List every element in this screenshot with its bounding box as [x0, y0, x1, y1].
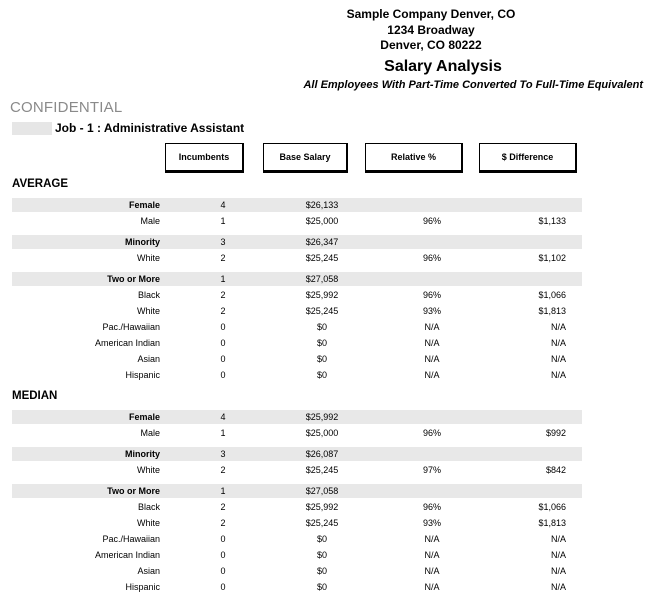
- relative-cell: N/A: [424, 550, 440, 560]
- difference-cell: $1,066: [538, 502, 566, 512]
- incumbents-cell: 0: [220, 322, 226, 332]
- base-salary-cell: $25,992: [305, 412, 339, 422]
- incumbents-cell: 0: [220, 370, 226, 380]
- difference-cell: $1,102: [538, 253, 566, 263]
- table-row: [12, 500, 582, 514]
- row-label: White: [136, 465, 160, 475]
- row-label: Minority: [125, 449, 160, 459]
- table-row: [12, 484, 582, 498]
- base-salary-cell: $0: [316, 322, 327, 332]
- row-label: Asian: [137, 354, 160, 364]
- table-row: [12, 516, 582, 530]
- table-row: [12, 580, 582, 594]
- base-salary-cell: $25,000: [305, 216, 339, 226]
- column-header-difference: $ Difference: [479, 143, 577, 173]
- base-salary-cell: $0: [316, 550, 327, 560]
- relative-cell: 96%: [422, 290, 441, 300]
- incumbents-cell: 0: [220, 338, 226, 348]
- table-row: [12, 251, 582, 265]
- row-label: Asian: [137, 566, 160, 576]
- difference-cell: N/A: [550, 338, 566, 348]
- relative-cell: N/A: [424, 370, 440, 380]
- table-row: [12, 304, 582, 318]
- row-label: White: [136, 518, 160, 528]
- column-header-base-salary: Base Salary: [263, 143, 348, 173]
- difference-cell: $1,133: [538, 216, 566, 226]
- table-row: [12, 198, 582, 212]
- row-label: Two or More: [107, 274, 160, 284]
- relative-cell: 97%: [422, 465, 441, 475]
- relative-cell: N/A: [424, 534, 440, 544]
- row-label: White: [136, 253, 160, 263]
- base-salary-cell: $26,133: [305, 200, 339, 210]
- base-salary-cell: $25,245: [305, 306, 339, 316]
- base-salary-cell: $0: [316, 370, 327, 380]
- incumbents-cell: 2: [220, 253, 226, 263]
- row-label: Male: [140, 428, 160, 438]
- incumbents-cell: 0: [220, 534, 226, 544]
- incumbents-cell: 2: [220, 502, 226, 512]
- relative-cell: 96%: [422, 216, 441, 226]
- incumbents-cell: 1: [220, 486, 226, 496]
- job-title: Job - 1 : Administrative Assistant: [55, 121, 245, 135]
- difference-cell: N/A: [550, 370, 566, 380]
- difference-cell: N/A: [550, 534, 566, 544]
- difference-cell: $1,813: [538, 306, 566, 316]
- incumbents-cell: 3: [220, 237, 226, 247]
- column-header-relative: Relative %: [365, 143, 463, 173]
- incumbents-cell: 0: [220, 550, 226, 560]
- row-label: Female: [128, 412, 160, 422]
- difference-cell: N/A: [550, 322, 566, 332]
- incumbents-cell: 1: [220, 274, 226, 284]
- table-row: [12, 235, 582, 249]
- base-salary-cell: $25,245: [305, 253, 339, 263]
- company-block: [300, 7, 562, 54]
- base-salary-cell: $0: [316, 534, 327, 544]
- difference-cell: $842: [545, 465, 566, 475]
- base-salary-cell: $25,992: [305, 290, 339, 300]
- table-row: [12, 288, 582, 302]
- base-salary-cell: $25,992: [305, 502, 339, 512]
- table-row: [12, 320, 582, 334]
- incumbents-cell: 2: [220, 518, 226, 528]
- row-label: Male: [140, 216, 160, 226]
- table-row: [12, 336, 582, 350]
- report-subtitle: All Employees With Part-Time Converted To Full-Time Equivalent: [303, 79, 643, 91]
- incumbents-cell: 1: [220, 428, 226, 438]
- table-row: [12, 564, 582, 578]
- base-salary-cell: $0: [316, 354, 327, 364]
- base-salary-cell: $25,245: [305, 518, 339, 528]
- difference-cell: N/A: [550, 582, 566, 592]
- table-row: [12, 447, 582, 461]
- difference-cell: $992: [545, 428, 566, 438]
- difference-cell: $1,813: [538, 518, 566, 528]
- base-salary-cell: $27,058: [305, 486, 339, 496]
- row-label: Pac./Hawaiian: [102, 534, 160, 544]
- table-row: [12, 532, 582, 546]
- base-salary-cell: $25,000: [305, 428, 339, 438]
- base-salary-cell: $25,245: [305, 465, 339, 475]
- table-row: [12, 463, 582, 477]
- section-title: AVERAGE: [12, 178, 69, 190]
- difference-cell: N/A: [550, 550, 566, 560]
- table-row: [12, 272, 582, 286]
- relative-cell: 93%: [422, 306, 441, 316]
- relative-cell: N/A: [424, 354, 440, 364]
- incumbents-cell: 2: [220, 306, 226, 316]
- incumbents-cell: 4: [220, 200, 226, 210]
- table-row: [12, 352, 582, 366]
- incumbents-cell: 3: [220, 449, 226, 459]
- table-row: [12, 214, 582, 228]
- company-address: 1234 Broadway: [387, 22, 475, 37]
- row-label: Minority: [125, 237, 160, 247]
- relative-cell: N/A: [424, 322, 440, 332]
- base-salary-cell: $0: [316, 338, 327, 348]
- column-header-incumbents: Incumbents: [165, 143, 244, 173]
- row-label: Black: [137, 502, 160, 512]
- section-title: MEDIAN: [12, 390, 58, 402]
- row-label: White: [136, 306, 160, 316]
- base-salary-cell: $27,058: [305, 274, 339, 284]
- relative-cell: 96%: [422, 253, 441, 263]
- row-label: Female: [128, 200, 160, 210]
- confidential-label: CONFIDENTIAL: [10, 99, 123, 116]
- incumbents-cell: 4: [220, 412, 226, 422]
- base-salary-cell: $0: [316, 582, 327, 592]
- relative-cell: 93%: [422, 518, 441, 528]
- difference-cell: N/A: [550, 566, 566, 576]
- company-city: Denver, CO 80222: [380, 38, 482, 52]
- report-title: Salary Analysis: [384, 58, 502, 75]
- incumbents-cell: 1: [220, 216, 226, 226]
- difference-cell: N/A: [550, 354, 566, 364]
- incumbents-cell: 2: [220, 465, 226, 475]
- row-label: Pac./Hawaiian: [102, 322, 160, 332]
- incumbents-cell: 2: [220, 290, 226, 300]
- table-row: [12, 368, 582, 382]
- incumbents-cell: 0: [220, 354, 226, 364]
- table-row: [12, 410, 582, 424]
- incumbents-cell: 0: [220, 582, 226, 592]
- relative-cell: 96%: [422, 502, 441, 512]
- relative-cell: N/A: [424, 338, 440, 348]
- difference-cell: $1,066: [538, 290, 566, 300]
- company-name: Sample Company Denver, CO: [346, 7, 516, 21]
- table-row: [12, 548, 582, 562]
- row-label: American Indian: [94, 338, 160, 348]
- table-row: [12, 426, 582, 440]
- row-label: American Indian: [94, 550, 160, 560]
- relative-cell: 96%: [422, 428, 441, 438]
- job-bar: [12, 122, 52, 135]
- row-label: Hispanic: [125, 582, 160, 592]
- relative-cell: N/A: [424, 582, 440, 592]
- relative-cell: N/A: [424, 566, 440, 576]
- base-salary-cell: $0: [316, 566, 327, 576]
- incumbents-cell: 0: [220, 566, 226, 576]
- base-salary-cell: $26,347: [305, 237, 339, 247]
- row-label: Two or More: [107, 486, 160, 496]
- base-salary-cell: $26,087: [305, 449, 339, 459]
- row-label: Black: [137, 290, 160, 300]
- row-label: Hispanic: [125, 370, 160, 380]
